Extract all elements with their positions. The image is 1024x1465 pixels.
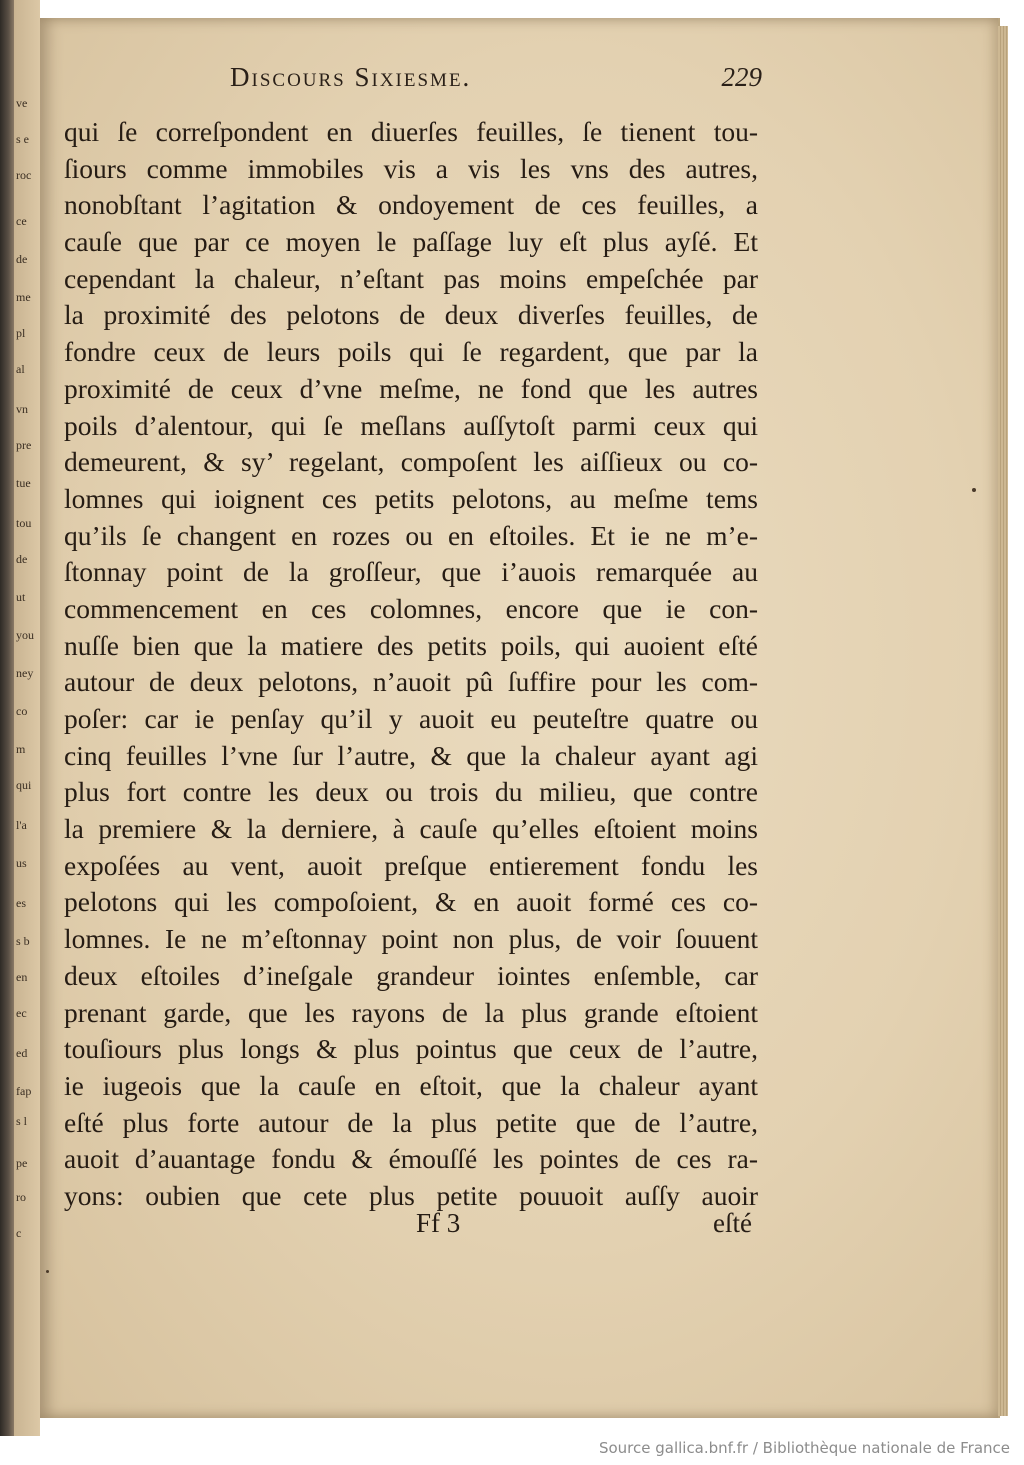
facing-page-text: ve (16, 96, 28, 110)
text-line: la proximité des pelotons de deux diverſes feuilles, de (64, 299, 758, 331)
facing-page-text: ut (16, 590, 26, 604)
text-line: prenant garde, que les rayons de la plus grande eſtoient (64, 996, 758, 1028)
text-line: qui ſe correſpondent en diuerſes feuilles, ſe tienent tou- (64, 116, 758, 147)
page-footer (64, 1208, 758, 1248)
text-line: ſiours comme immobiles vis a vis les vns des autres, (64, 152, 758, 184)
running-head: Discours Sixiesme. (230, 62, 472, 92)
text-line: eſté plus forte autour de la plus petite que de l’autre, (64, 1106, 758, 1138)
source-bar (0, 1436, 1024, 1465)
facing-page-text: de (16, 552, 28, 566)
facing-page-text: me (16, 290, 31, 304)
catchword: eſté (713, 1208, 752, 1238)
facing-page-text: c (16, 1226, 22, 1240)
facing-page-text: qui (16, 778, 32, 792)
text-line: yons: oubien que cete plus petite pouuoit auſſy auoir (64, 1179, 758, 1211)
facing-page-text: co (16, 704, 28, 718)
page-number: 229 (721, 62, 762, 92)
text-line: cinq feuilles l’vne ſur l’autre, & que la chaleur ayant agi (64, 739, 758, 771)
facing-page-text: de (16, 252, 28, 266)
facing-page-fragment (14, 0, 40, 1436)
facing-page-text: l'a (16, 818, 27, 832)
text-line: lomnes. Ie ne m’eſtonnay point non plus, de voir ſouuent (64, 923, 758, 955)
text-line: la premiere & la derniere, à cauſe qu’elles eſtoient moins (64, 813, 758, 845)
facing-page-text: fap (16, 1084, 32, 1098)
text-line: cauſe que par ce moyen le paſſage luy eſt plus ayſé. Et (64, 226, 758, 258)
text-line: auoit d’auantage fondu & émouſſé les pointes de ces ra- (64, 1143, 758, 1175)
text-line: ſtonnay point de la groſſeur, que i’auois remarquée au (64, 556, 758, 588)
text-line: touſiours plus longs & plus pointus que ceux de l’autre, (64, 1033, 758, 1065)
facing-page-text: al (16, 362, 25, 376)
facing-page-text: pl (16, 326, 26, 340)
text-line: poils d’alentour, qui ſe meſlans auſſytoſt parmi ceux qui (64, 409, 758, 441)
page-header (192, 60, 762, 100)
facing-page-text: roc (16, 168, 32, 182)
facing-page-text: m (16, 742, 26, 756)
text-line: nuſſe bien que la matiere des petits poils, qui auoient eſté (64, 629, 758, 661)
facing-page-text: us (16, 856, 27, 870)
facing-page-text: es (16, 896, 26, 910)
source-credit: Source gallica.bnf.fr / Bibliothèque nationale de France (598, 1439, 1010, 1457)
text-line: pelotons qui les compoſoient, & en auoit formé ces co- (64, 886, 758, 918)
facing-page-text: ec (16, 1006, 27, 1020)
facing-page-text: en (16, 970, 28, 984)
facing-page-text: tou (16, 516, 32, 530)
page-edge (998, 26, 1008, 1416)
text-line: ie iugeois que la cauſe en eſtoit, que la chaleur ayant (64, 1069, 758, 1101)
book-binding (0, 0, 14, 1436)
signature-mark: Ff 3 (416, 1208, 461, 1238)
text-line: proximité de ceux d’vne meſme, ne fond que les autres (64, 372, 758, 404)
facing-page-text: tue (16, 476, 31, 490)
ink-speck (46, 1270, 49, 1273)
facing-page-text: ney (16, 666, 34, 680)
facing-page-text: vn (16, 402, 28, 416)
facing-page-text: s e (16, 132, 29, 146)
text-line: demeurent, & sy’ regelant, compoſent les aiſſieux ou co- (64, 446, 758, 478)
facing-page-text: ed (16, 1046, 28, 1060)
text-line: qu’ils ſe changent en rozes ou en eſtoiles. Et ie ne m’e- (64, 519, 758, 551)
facing-page-text: ce (16, 214, 27, 228)
text-line: deux eſtoiles d’ineſgale grandeur iointes enſemble, car (64, 959, 758, 991)
text-line: lomnes qui ioignent ces petits pelotons, au meſme tems (64, 482, 758, 514)
text-line: autour de deux pelotons, n’auoit pû ſuffire pour les com- (64, 666, 758, 698)
text-line: poſer: car ie penſay qu’il y auoit eu peuteſtre quatre ou (64, 703, 758, 734)
text-line: fondre ceux de leurs poils qui ſe regardent, que par la (64, 336, 758, 368)
facing-page-text: s b (16, 934, 30, 948)
body-text (64, 114, 758, 1215)
facing-page-text: s l (16, 1114, 28, 1128)
ink-speck (972, 488, 976, 492)
text-line: cependant la chaleur, n’eſtant pas moins empeſchée par (64, 262, 758, 294)
text-line: commencement en ces colomnes, encore que ie con- (64, 592, 758, 624)
text-line: nonobſtant l’agitation & ondoyement de ces feuilles, a (64, 189, 758, 221)
facing-page-text: pre (16, 438, 32, 452)
text-line: plus fort contre les deux ou trois du milieu, que contre (64, 776, 758, 808)
facing-page-text: pe (16, 1156, 28, 1170)
text-line: expoſées au vent, auoit preſque entierement fondu les (64, 849, 758, 881)
facing-page-text: ro (16, 1190, 26, 1204)
facing-page-text: you (16, 628, 34, 642)
